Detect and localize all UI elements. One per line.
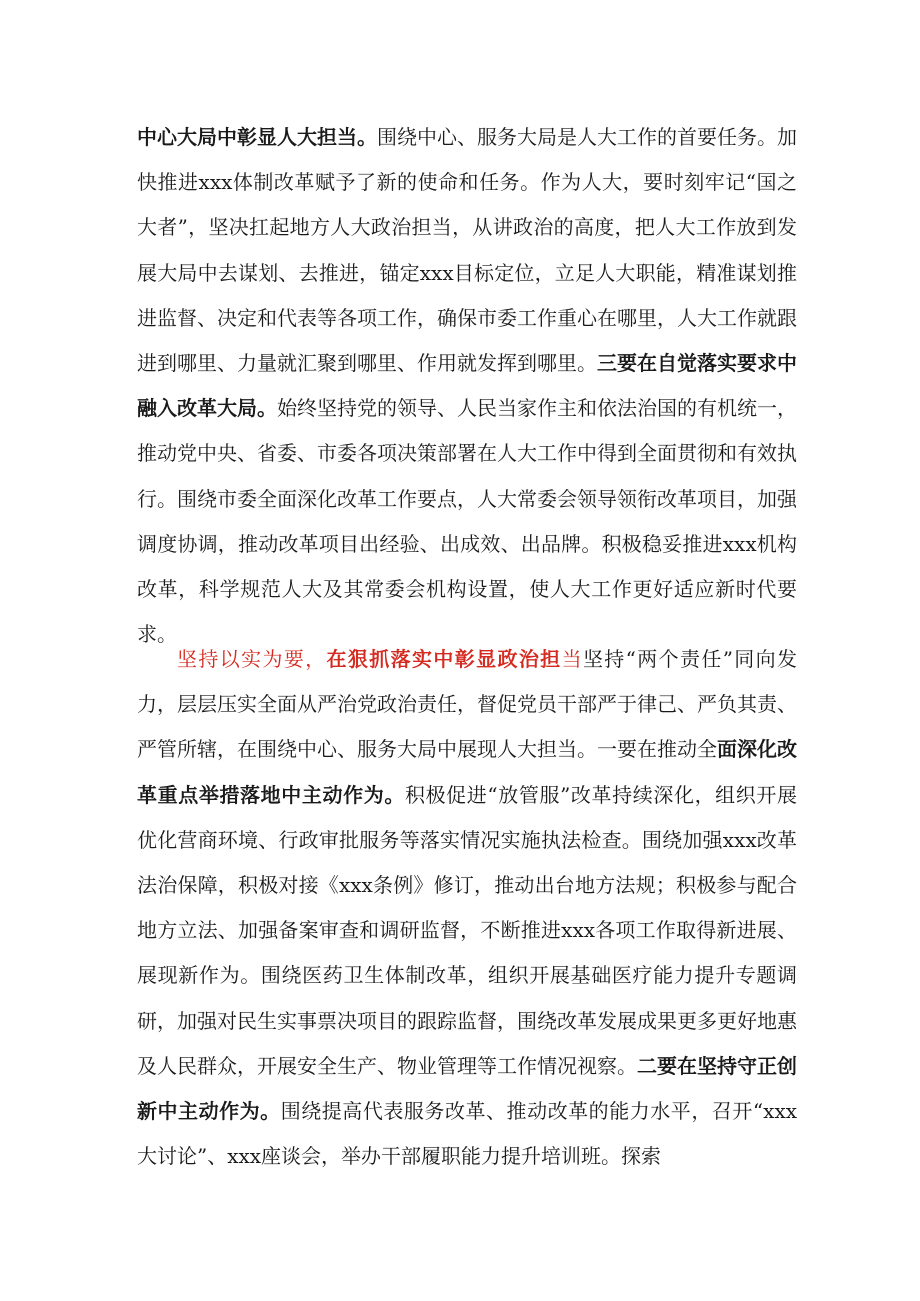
bold-lead-sentence: 中心大局中彰显人大担当。 [137, 125, 377, 149]
bold-point-three: 三要在自觉落实要求中融入改革大局。 [137, 351, 797, 421]
body-text: 围绕提高代表服务改革、推动改革的能力水平，召开“xxx大讨论”、xxx座谈会，举办干部履职能力提升培训班。探索 [137, 1099, 797, 1169]
section-heading-red: 坚持以实为要， [177, 647, 327, 671]
paragraph-body [137, 115, 797, 657]
body-text: 围绕中心、服务大局是人大工作的首要任务。加快推进xxx体制改革赋予了新的使命和任务。作为人大，要时刻牢记“国之大者”，坚决扛起地方人大政治担当，从讲政治的高度，把人大工作放到发展大局中去谋划、去推进，锚定xxx目标定位，立足人大职能，精准谋划推进监督、决定和代表等各项工作，确保市委工作重心在哪里，人大工作就跟进到哪里、力量就汇聚到哪里、作用就发挥到哪里。 [137, 125, 797, 376]
section-heading-red-end: 当 [561, 647, 583, 671]
paragraph-body [137, 637, 797, 1179]
bold-point-one: 面深化改革重点举措落地中主动作为。 [137, 737, 797, 807]
body-text: 坚持“两个责任”同向发力，层层压实全面从严治党政治责任，督促党员干部严于律己、严负其责、严管所辖，在围绕中心、服务大局中展现人大担当。一要在推动全 [137, 647, 798, 762]
bold-point-two: 二要在坚持守正创新中主动作为。 [137, 1053, 797, 1124]
body-text: 始终坚持党的领导、人民当家作主和依法治国的有机统一，推动党中央、省委、市委各项决策部署在人大工作中得到全面贯彻和有效执行。围绕市委全面深化改革工作要点，人大常委会领导领衔改革项目，加强调度协调，推动改革项目出经验、出成效、出品牌。积极稳妥推进xxx机构改革，科学规范人大及其常委会机构设置，使人大工作更好适应新时代要求。 [137, 396, 797, 647]
body-text: 积极促进“放管服”改革持续深化，组织开展优化营商环境、行政审批服务等落实情况实施执法检查。围绕加强xxx改革法治保障，积极对接《xxx条例》修订，推动出台地方法规；积极参与配合地方立法、加强备案审查和调研监督，不断推进xxx各项工作取得新进展、展现新作为。围绕医药卫生体制改革，组织开展基础医疗能力提升专题调研，加强对民生实事票决项目的跟踪监督，围绕改革发展成果更多更好地惠及人民群众，开展安全生产、物业管理等工作情况视察。 [137, 782, 798, 1078]
paragraph-continued [137, 115, 797, 657]
section-heading-red-bold: 在狠抓落实中彰显政治担 [326, 647, 562, 671]
paragraph-section [137, 637, 797, 1179]
